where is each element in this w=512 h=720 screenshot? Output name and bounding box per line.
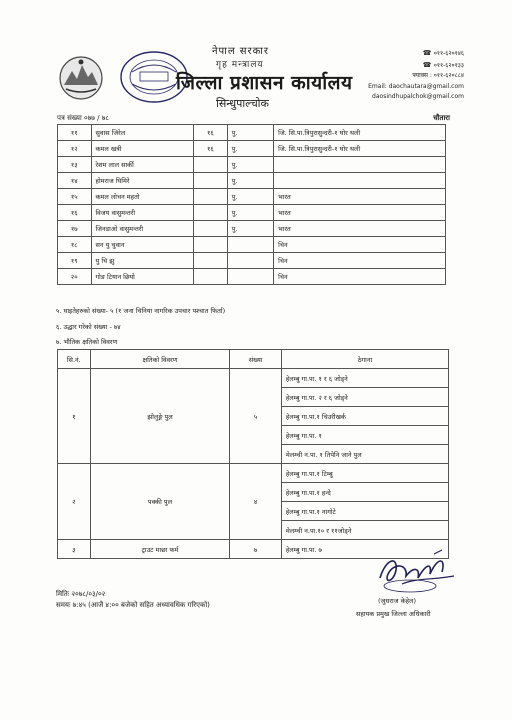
cell-sex xyxy=(227,269,273,285)
cell-name: यु चि झु xyxy=(91,253,194,269)
phone-1: ☎ ०११-६२०१४६ xyxy=(314,48,464,60)
persons-table xyxy=(57,124,446,285)
table-row xyxy=(58,157,446,173)
damage-sn: ३ xyxy=(58,540,91,559)
damage-place: हेलम्बु गा.पा. १ र ६ जोड्ने xyxy=(281,369,448,388)
fax: फ्याक्स : ०११-६२०८८४ xyxy=(412,72,464,79)
cell-sex: पु. xyxy=(227,189,273,205)
cell-addr: जि. सि.पा.त्रिपुरासुन्दरी-१ घोर थली xyxy=(274,125,446,141)
table-row xyxy=(58,253,446,269)
cell-sex xyxy=(227,253,273,269)
cell-sex: पु. xyxy=(227,141,273,157)
damage-desc: पक्की पुल xyxy=(90,464,230,540)
cell-name: सन यु चुवान xyxy=(91,237,194,253)
signatory-title: सहायक प्रमुख जिल्ला अधिकारी xyxy=(356,610,431,618)
cell-name: कमल खत्री xyxy=(91,141,194,157)
table-row xyxy=(58,237,446,253)
cell-age xyxy=(194,253,228,269)
damage-place: मेलम्ची न.पा. १ तिपेनि जाने पुल xyxy=(281,445,448,464)
header-count: संख्या xyxy=(230,350,282,369)
cell-sex: पु. xyxy=(227,221,273,237)
cell-addr: भारत xyxy=(274,221,446,237)
cell-name: गोङ टियान छियो xyxy=(91,269,194,285)
damage-header-row xyxy=(58,350,449,369)
cell-sex: पु. xyxy=(227,125,273,141)
header-office-title: जिल्ला प्रशासन कार्यालय xyxy=(176,72,353,94)
cell-sex: पु. xyxy=(227,157,273,173)
damage-count: ५ xyxy=(230,369,282,464)
email-1[interactable]: Email: daochautara@gmail.com xyxy=(368,82,464,90)
date-line: मितिः २०७८/०३/०२ xyxy=(56,590,106,598)
cell-age: १६ xyxy=(194,125,228,141)
contact-block xyxy=(314,48,464,103)
reference-number: पत्र संख्या ०७७ / ७८ xyxy=(57,114,109,122)
cell-age xyxy=(194,189,228,205)
cell-sn: १२ xyxy=(58,141,92,157)
cell-age xyxy=(194,221,228,237)
nepal-emblem-icon xyxy=(58,55,104,101)
header-sn: सि.नं. xyxy=(58,350,91,369)
cell-sn: १६ xyxy=(58,205,92,221)
cell-name: जिनडाओ वासुमन्तरी xyxy=(91,221,194,237)
header-gov-name: नेपाल सरकार xyxy=(212,46,269,57)
cell-sn: १७ xyxy=(58,221,92,237)
cell-sn: ११ xyxy=(58,125,92,141)
damage-row xyxy=(58,464,449,483)
cell-sn: १४ xyxy=(58,173,92,189)
location-label: चौतारा xyxy=(433,114,450,122)
damage-sn: १ xyxy=(58,369,91,464)
phone-2: ☎ ०११-६२०१३३ xyxy=(314,60,464,72)
header-address: ठेगाना xyxy=(281,350,448,369)
damage-sn: २ xyxy=(58,464,91,540)
damage-desc: ट्राउट माछा फर्म xyxy=(90,540,230,559)
table-row xyxy=(58,125,446,141)
damage-place: हेलम्बु गा.पा. ७ xyxy=(281,540,448,559)
cell-addr xyxy=(274,173,446,189)
cell-sn: १३ xyxy=(58,157,92,173)
email-2[interactable]: daosindhupalchok@gmail.com xyxy=(372,93,464,100)
cell-addr xyxy=(274,157,446,173)
header-desc: क्षतिको विवरण xyxy=(90,350,230,369)
cell-name: रेशम लाल सार्की xyxy=(91,157,194,173)
cell-sn: १५ xyxy=(58,189,92,205)
table-row xyxy=(58,205,446,221)
cell-sn: १९ xyxy=(58,253,92,269)
table-row xyxy=(58,141,446,157)
damage-row xyxy=(58,369,449,388)
note-rescued: ६. उद्धार गरेको संख्या - ७४ xyxy=(56,323,121,331)
table-row xyxy=(58,189,446,205)
cell-addr: जि. सि.पा.त्रिपुरासुन्दरी-१ घोर थली xyxy=(274,141,446,157)
damage-place: हेलम्बु गा.पा. १ xyxy=(281,426,448,445)
damage-place: हेलम्बु गा.पा.१ हन्दे xyxy=(281,483,448,502)
signature-icon xyxy=(372,548,470,594)
damage-place: मेलम्ची न.पा.१० र ११जोड्ने xyxy=(281,521,448,540)
cell-age: १६ xyxy=(194,141,228,157)
cell-name: कमल लोचन महतो xyxy=(91,189,194,205)
cell-age xyxy=(194,269,228,285)
cell-addr: चिन xyxy=(274,253,446,269)
damage-place: हेलम्बु गा.पा.१ नागोटे xyxy=(281,502,448,521)
cell-age xyxy=(194,237,228,253)
time-line: समयः ७:४५ (आजै ४:०० बजेको सहित अध्यावधिक गरिएको) xyxy=(56,601,210,609)
signatory-name: (जुधराज केहेल) xyxy=(378,597,416,605)
cell-sex xyxy=(227,237,273,253)
cell-name: सुवास जिरेल xyxy=(91,125,194,141)
table-row xyxy=(58,221,446,237)
damage-table xyxy=(57,349,449,559)
note-damage-heading: ७. भौतिक क्षतिको विवरण xyxy=(56,338,118,346)
cell-age xyxy=(194,157,228,173)
cell-age xyxy=(194,173,228,189)
cell-addr: चिन xyxy=(274,237,446,253)
header-ministry: गृह मन्त्रालय xyxy=(216,60,264,70)
cell-addr: चिन xyxy=(274,269,446,285)
cell-name: होमराज घिमिरे xyxy=(91,173,194,189)
damage-count: ४ xyxy=(230,464,282,540)
damage-desc: झोलुङ्गे पुल xyxy=(90,369,230,464)
cell-sn: १८ xyxy=(58,237,92,253)
damage-count: ७ xyxy=(230,540,282,559)
cell-name: विजय वासुमन्तरी xyxy=(91,205,194,221)
cell-addr: भारत xyxy=(274,205,446,221)
damage-place: हेलम्बु गा.पा.१ चिउरीखर्क xyxy=(281,407,448,426)
table-row xyxy=(58,173,446,189)
cell-age xyxy=(194,205,228,221)
damage-place: हेलम्बु गा.पा. २ र ६ जोड्ने xyxy=(281,388,448,407)
damage-place: हेलम्बु गा.पा.१ टिम्बु xyxy=(281,464,448,483)
cell-sn: २० xyxy=(58,269,92,285)
table-row xyxy=(58,269,446,285)
cell-sex: पु. xyxy=(227,205,273,221)
header-district: सिन्धुपाल्चोक xyxy=(216,97,269,110)
cell-sex: पु. xyxy=(227,173,273,189)
note-injured: ५. घाइतेहरुको संख्या- ५ (१ जना चिनिया नागरिक उपचार पश्चात फिर्ता) xyxy=(56,307,226,315)
cell-addr: भारत xyxy=(274,189,446,205)
